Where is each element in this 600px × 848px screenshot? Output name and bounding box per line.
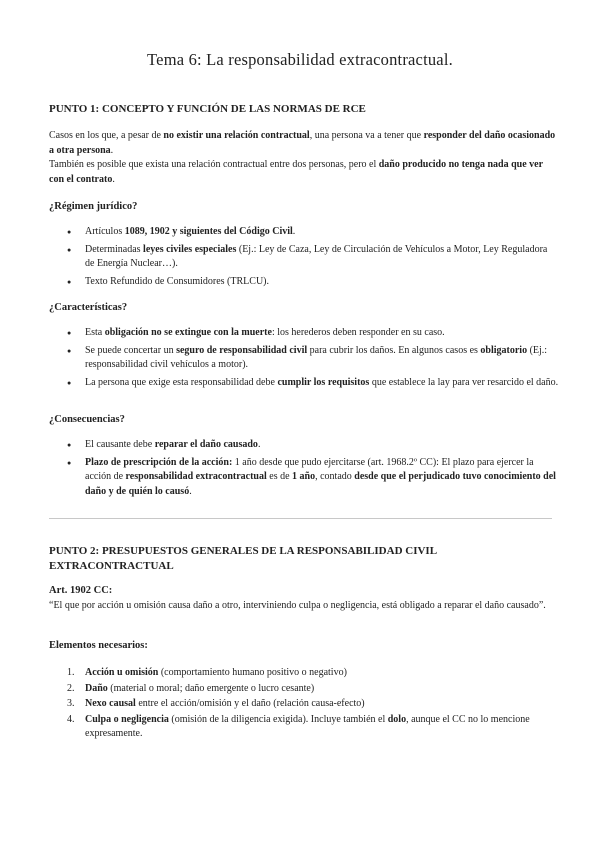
list-item: ● Esta obligación no se extingue con la muerte: los herederos deben responder en su caso. [49,326,559,341]
section-heading-punto2: PUNTO 2: PRESUPUESTOS GENERALES DE LA RESPONSABILIDAD CIVIL EXTRACONTRACTUAL [49,545,437,572]
list-item: ● Plazo de prescripción de la acción: 1 año desde que pudo ejercitarse (art. 1968.2º CC): El plazo para ejercer la acción de responsabilidad extracontractual es de 1 año, contado desde que el perjudicado tuvo conocimiento del daño y de quién lo causó. [49,456,559,500]
list-item: 2. Daño (material o moral; daño emergente o lucro cesante) [67,682,315,694]
subheading-regimen: ¿Régimen jurídico? [49,201,138,212]
list-item: ● Se puede concertar un seguro de responsabilidad civil para cubrir los daños. En algunos casos es obligatorio (Ej.: responsabilidad civil vehículos a motor). [49,344,559,373]
list-item: 4. Culpa o negligencia (omisión de la diligencia exigida). Incluye también el dolo, aunque el CC no lo mencione expresamente. [67,713,530,739]
list-regimen [49,225,559,292]
subheading-elementos: Elementos necesarios: [49,640,148,651]
page-title: Tema 6: La responsabilidad extracontractual. [147,50,453,69]
subheading-consecuencias: ¿Consecuencias? [49,414,125,425]
list-item: 1. Acción u omisión (comportamiento humano positivo o negativo) [67,667,347,678]
subheading-caracteristicas: ¿Características? [49,302,128,313]
list-consecuencias [49,438,559,502]
list-item: ● Artículos 1089, 1902 y siguientes del Código Civil. [49,225,559,240]
list-item: ● Texto Refundido de Consumidores (TRLCU). [49,275,559,290]
article-label: Art. 1902 CC: [49,585,113,596]
list-item: ● Determinadas leyes civiles especiales (Ej.: Ley de Caza, Ley de Circulación de Vehículos a Motor, Ley Reguladora de Energía Nuclear…). [49,243,559,272]
list-item: ● El causante debe reparar el daño causado. [49,438,559,453]
list-elementos [49,666,559,743]
list-caracteristicas [49,326,559,393]
paragraph-concepto-2: También es posible que exista una relación contractual entre dos personas, pero el daño producido no tenga nada que ver con el contrato. [49,159,543,185]
section-heading-punto1: PUNTO 1: CONCEPTO Y FUNCIÓN DE LAS NORMAS DE RCE [49,103,366,115]
horizontal-divider [49,518,552,519]
list-item: ● La persona que exige esta responsabilidad debe cumplir los requisitos que establece la lay para ver resarcido el daño. [49,376,559,391]
article-quote: “El que por acción u omisión causa daño a otro, interviniendo culpa o negligencia, está obligado a reparar el daño causado”. [49,600,546,611]
list-item: 3. Nexo causal entre el acción/omisión y el daño (relación causa-efecto) [67,698,365,709]
paragraph-concepto-1: Casos en los que, a pesar de no existir una relación contractual, una persona va a tener que responder del daño ocasionado a otra persona. [49,130,556,156]
